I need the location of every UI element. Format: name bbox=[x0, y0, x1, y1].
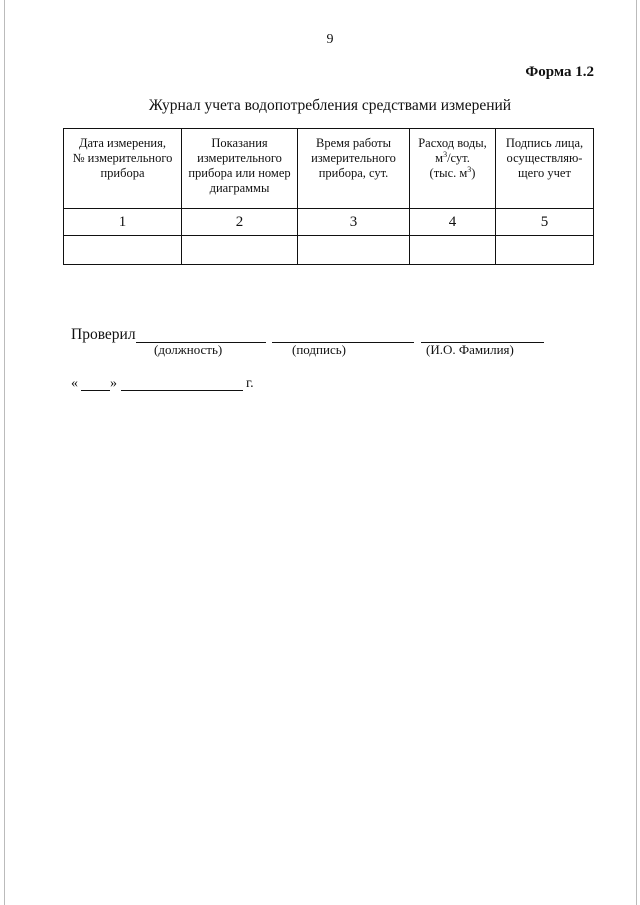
header-line: диаграммы bbox=[209, 181, 270, 195]
header-water-flow bbox=[410, 129, 496, 209]
empty-cell[interactable] bbox=[64, 236, 182, 265]
header-line bbox=[410, 166, 495, 181]
page-border-right bbox=[636, 0, 637, 905]
signature-caption: (подпись) bbox=[292, 342, 346, 357]
header-line: щего учет bbox=[518, 166, 571, 180]
checked-label: Проверил bbox=[71, 326, 136, 343]
header-line: прибора или номер bbox=[188, 166, 291, 180]
date-row bbox=[71, 376, 78, 392]
month-year-line[interactable] bbox=[121, 390, 243, 391]
open-quote: « bbox=[71, 376, 78, 391]
close-quote: » bbox=[110, 376, 117, 391]
document-title: Журнал учета водопотребления средствами измерений bbox=[148, 97, 512, 114]
header-line: прибора bbox=[100, 166, 145, 180]
header-line: Время работы bbox=[315, 136, 392, 150]
day-line[interactable] bbox=[81, 390, 110, 391]
header-line: № измерительного bbox=[72, 151, 173, 165]
header-line: измерительного bbox=[197, 151, 282, 165]
header-date bbox=[64, 129, 182, 209]
header-line: осуществляю- bbox=[506, 151, 583, 165]
column-number: 1 bbox=[64, 209, 182, 236]
header-line: Дата измерения, bbox=[79, 136, 166, 150]
column-number: 4 bbox=[410, 209, 496, 236]
year-suffix: г. bbox=[246, 376, 254, 391]
empty-cell[interactable] bbox=[182, 236, 298, 265]
page-border-left bbox=[4, 0, 5, 905]
header-signature bbox=[496, 129, 594, 209]
unit-text: /сут. bbox=[447, 151, 470, 165]
header-line: измерительного bbox=[311, 151, 396, 165]
column-number: 5 bbox=[496, 209, 594, 236]
unit-text: (тыс. м bbox=[429, 166, 468, 180]
name-caption: (И.О. Фамилия) bbox=[426, 342, 514, 357]
header-line: прибора, сут. bbox=[318, 166, 389, 180]
unit-superscript: 3 bbox=[443, 149, 448, 159]
page-number: 9 bbox=[326, 32, 334, 47]
header-readings bbox=[182, 129, 298, 209]
journal-table bbox=[63, 128, 594, 265]
form-label: Форма 1.2 bbox=[525, 64, 594, 80]
close-quote-wrap bbox=[110, 376, 117, 392]
table-row bbox=[64, 236, 594, 265]
empty-cell[interactable] bbox=[410, 236, 496, 265]
empty-cell[interactable] bbox=[298, 236, 410, 265]
unit-text: ) bbox=[471, 166, 476, 180]
header-line: Расход воды, bbox=[418, 136, 487, 150]
unit-text: м bbox=[435, 151, 444, 165]
empty-cell[interactable] bbox=[496, 236, 594, 265]
header-line bbox=[410, 151, 495, 166]
unit-superscript: 3 bbox=[467, 164, 472, 174]
column-number: 2 bbox=[182, 209, 298, 236]
column-number-row bbox=[64, 209, 594, 236]
table-header-row bbox=[64, 129, 594, 209]
column-number: 3 bbox=[298, 209, 410, 236]
position-caption: (должность) bbox=[154, 342, 223, 357]
header-line: Подпись лица, bbox=[505, 136, 584, 150]
header-operating-time bbox=[298, 129, 410, 209]
header-line: Показания bbox=[211, 136, 268, 150]
